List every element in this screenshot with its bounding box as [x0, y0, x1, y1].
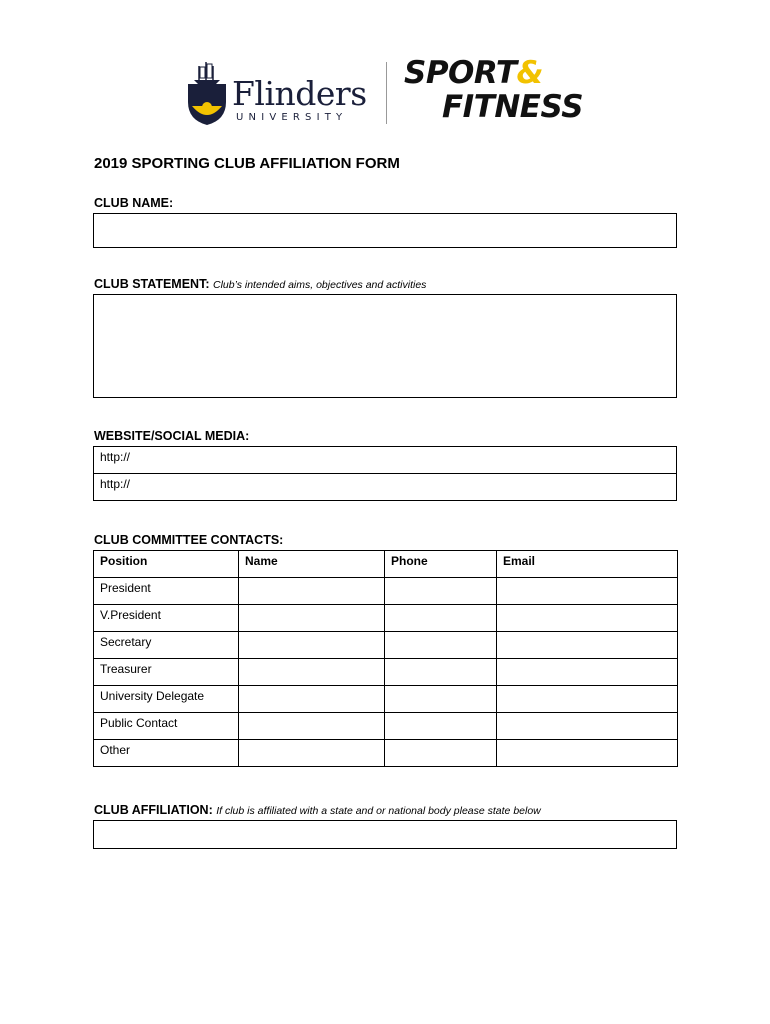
email-cell[interactable]: [497, 686, 678, 713]
committee-table: [93, 550, 678, 767]
form-title: 2019 SPORTING CLUB AFFILIATION FORM: [94, 155, 400, 172]
name-cell[interactable]: [239, 659, 385, 686]
ampersand-glyph: &: [516, 55, 544, 91]
flinders-wordmark: Flinders: [232, 74, 367, 113]
website-input-1[interactable]: http://: [94, 447, 677, 474]
name-cell[interactable]: [239, 578, 385, 605]
email-cell[interactable]: [497, 632, 678, 659]
club-affiliation-input[interactable]: [93, 820, 677, 849]
table-row: [94, 713, 678, 740]
phone-cell[interactable]: [385, 632, 497, 659]
committee-header-row: [94, 551, 678, 578]
club-name-input[interactable]: [93, 213, 677, 248]
website-row: [94, 474, 677, 501]
website-input-2[interactable]: http://: [94, 474, 677, 501]
flinders-university-logo: [186, 58, 368, 126]
table-row: [94, 740, 678, 767]
club-statement-hint: Club’s intended aims, objectives and activities: [212, 279, 427, 291]
sport-word: SPORT: [404, 55, 517, 91]
club-affiliation-hint: If club is affiliated with a state and or national body please state below: [216, 805, 541, 817]
club-statement-textarea[interactable]: [93, 294, 677, 398]
column-header-email: Email: [497, 551, 678, 578]
website-table: [93, 446, 677, 501]
club-affiliation-label: [94, 803, 541, 817]
phone-cell[interactable]: [385, 713, 497, 740]
email-cell[interactable]: [497, 578, 678, 605]
club-statement-label: [94, 277, 426, 291]
club-name-label: CLUB NAME:: [94, 196, 174, 210]
table-row: [94, 659, 678, 686]
table-row: [94, 578, 678, 605]
phone-cell[interactable]: [385, 605, 497, 632]
position-cell: Treasurer: [94, 659, 239, 686]
phone-cell[interactable]: [385, 659, 497, 686]
club-affiliation-label-text: CLUB AFFILIATION:: [94, 803, 213, 817]
column-header-phone: Phone: [385, 551, 497, 578]
position-cell: V.President: [94, 605, 239, 632]
sport-fitness-logo: [402, 56, 592, 128]
name-cell[interactable]: [239, 713, 385, 740]
fitness-word: FITNESS: [442, 89, 584, 125]
flinders-university-text: UNIVERSITY: [236, 112, 348, 123]
phone-cell[interactable]: [385, 740, 497, 767]
logo-divider: [386, 62, 387, 124]
club-statement-label-text: CLUB STATEMENT:: [94, 277, 210, 291]
position-cell: Secretary: [94, 632, 239, 659]
name-cell[interactable]: [239, 605, 385, 632]
column-header-position: Position: [94, 551, 239, 578]
name-cell[interactable]: [239, 740, 385, 767]
table-row: [94, 632, 678, 659]
position-cell: Other: [94, 740, 239, 767]
committee-label: CLUB COMMITTEE CONTACTS:: [94, 533, 284, 547]
table-row: [94, 686, 678, 713]
email-cell[interactable]: [497, 605, 678, 632]
name-cell[interactable]: [239, 632, 385, 659]
column-header-name: Name: [239, 551, 385, 578]
name-cell[interactable]: [239, 686, 385, 713]
phone-cell[interactable]: [385, 578, 497, 605]
position-cell: Public Contact: [94, 713, 239, 740]
email-cell[interactable]: [497, 659, 678, 686]
email-cell[interactable]: [497, 713, 678, 740]
table-row: [94, 605, 678, 632]
position-cell: University Delegate: [94, 686, 239, 713]
website-row: [94, 447, 677, 474]
position-cell: President: [94, 578, 239, 605]
website-label: WEBSITE/SOCIAL MEDIA:: [94, 429, 250, 443]
phone-cell[interactable]: [385, 686, 497, 713]
email-cell[interactable]: [497, 740, 678, 767]
